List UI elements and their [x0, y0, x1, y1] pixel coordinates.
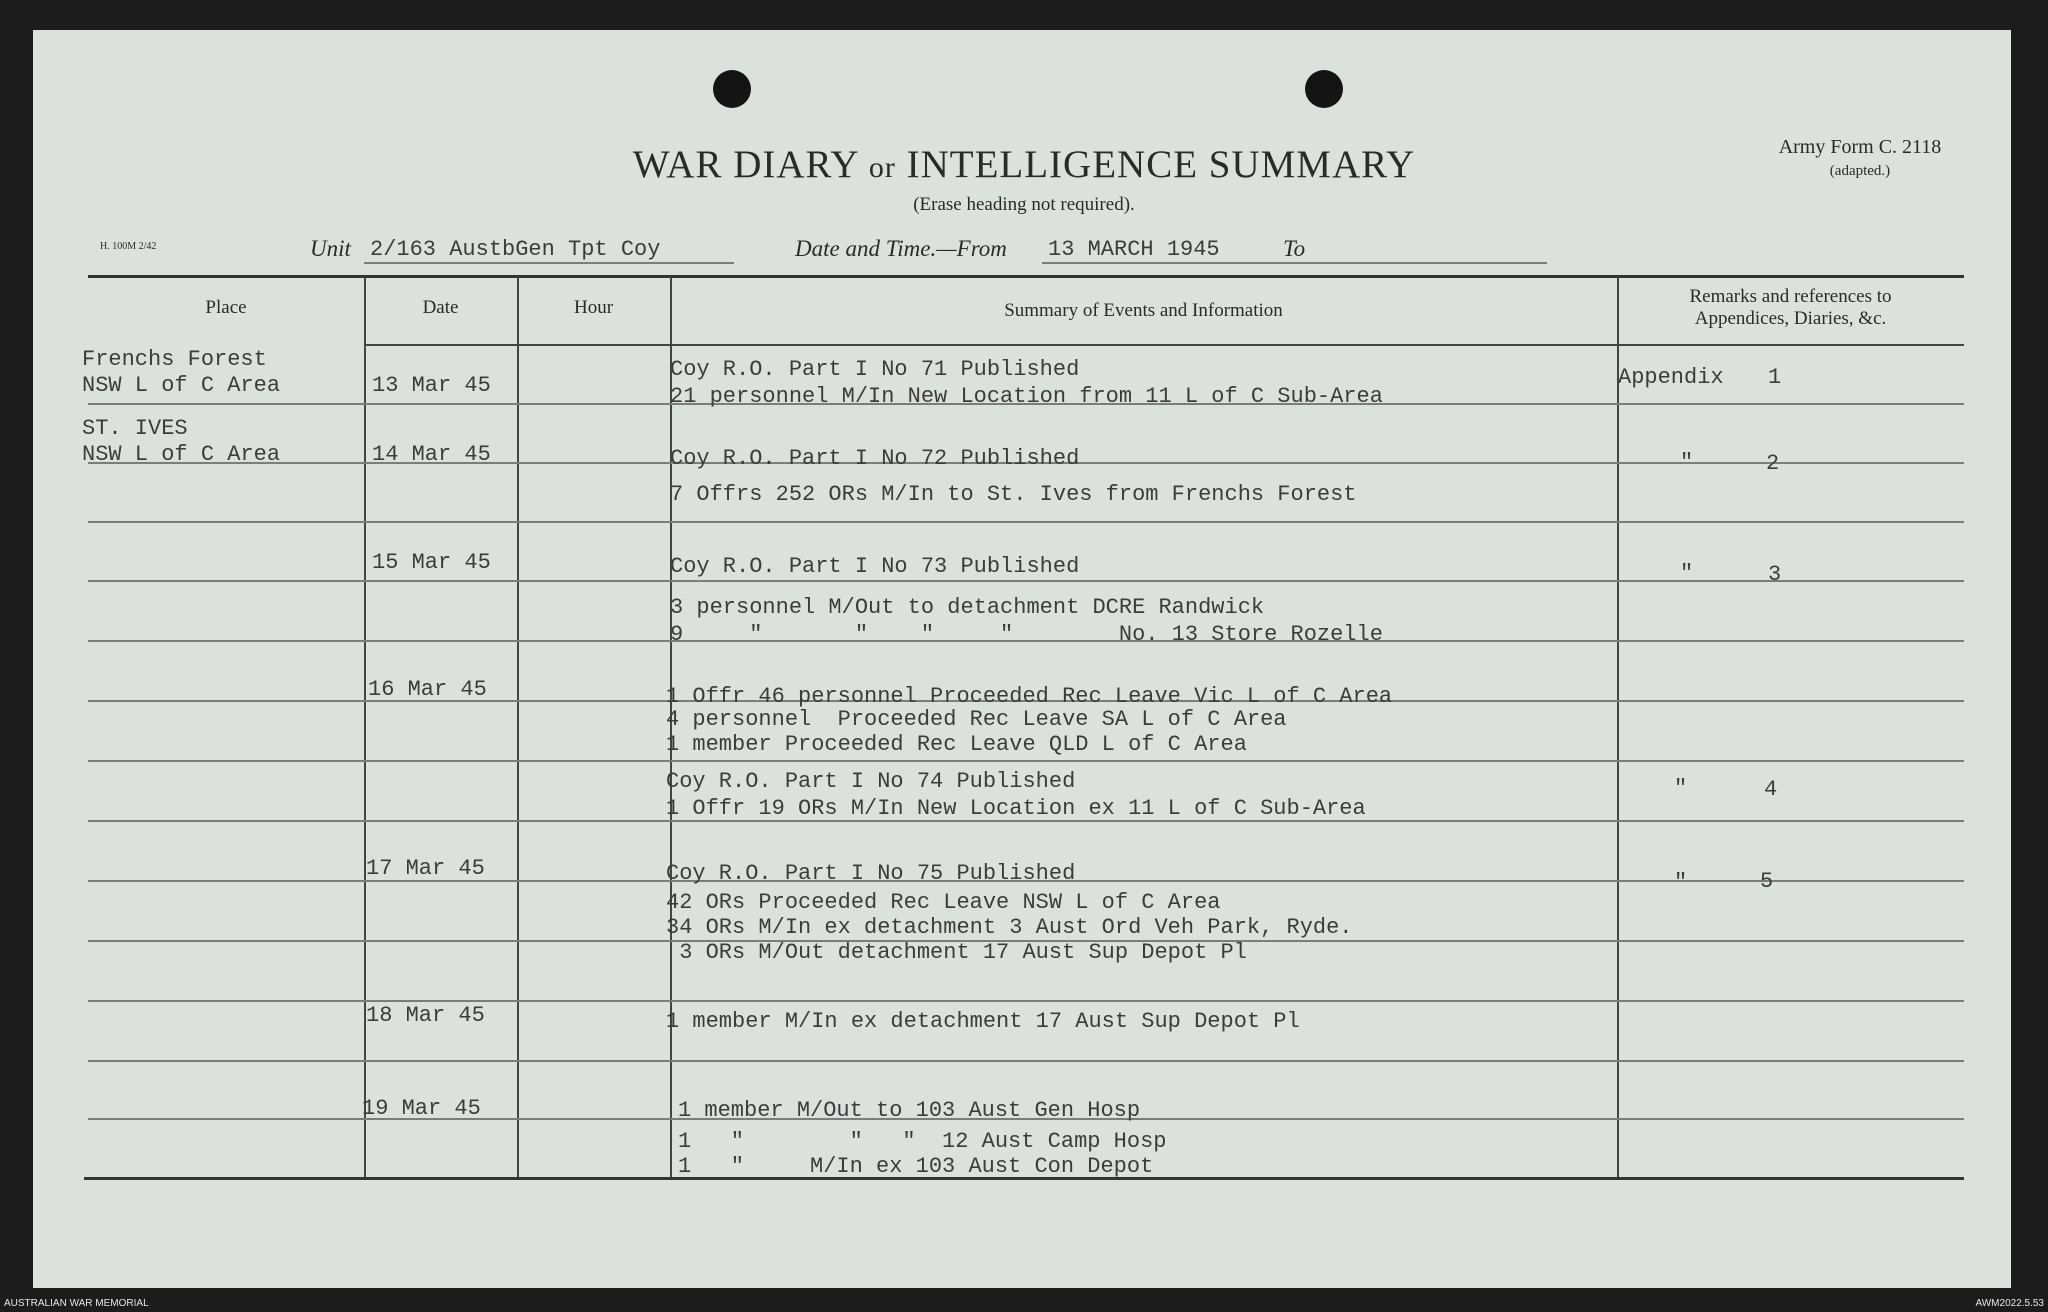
- event-entry: 1 member Proceeded Rec Leave QLD L of C Area: [666, 732, 1247, 757]
- column-header-place: Place: [205, 297, 247, 318]
- column-divider-date: [517, 277, 519, 1177]
- remark-appendix: Appendix: [1618, 365, 1724, 390]
- ruled-line: [88, 1000, 1964, 1002]
- ruled-line: [88, 760, 1964, 762]
- form-title: WAR DIARY or INTELLIGENCE SUMMARY: [632, 143, 1416, 186]
- footer-accession-number: AWM2022.5.53: [1975, 1298, 2044, 1309]
- event-entry: 1 member M/Out to 103 Aust Gen Hosp: [678, 1098, 1141, 1123]
- remark-appendix-number: 3: [1768, 562, 1782, 587]
- unit-label: Unit: [310, 236, 351, 261]
- remark-appendix-number: 5: [1760, 869, 1774, 894]
- date-entry: 19 Mar 45: [362, 1096, 481, 1121]
- event-entry: 34 ORs M/In ex detachment 3 Aust Ord Veh Park, Ryde.: [666, 915, 1353, 940]
- army-form-number: Army Form C. 2118 (adapted.): [1778, 136, 1942, 179]
- place-entry: ST. IVES NSW L of C Area: [82, 416, 281, 467]
- event-entry: 1 member M/In ex detachment 17 Aust Sup Depot Pl: [666, 1009, 1300, 1034]
- print-code: H. 100M 2/42: [100, 241, 157, 252]
- date-underline: [1042, 262, 1547, 264]
- unit-value: 2/163 AustbGen Tpt Coy: [370, 237, 661, 262]
- column-header-summary: Summary of Events and Information: [1004, 300, 1283, 321]
- unit-underline: [364, 262, 734, 264]
- event-entry: 3 ORs M/Out detachment 17 Aust Sup Depot Pl: [666, 940, 1247, 965]
- remark-ditto: ": [1680, 450, 1694, 475]
- to-label: To: [1283, 236, 1306, 261]
- date-entry: 14 Mar 45: [372, 442, 491, 467]
- event-entry: 1 Offr 19 ORs M/In New Location ex 11 L of C Sub-Area: [666, 796, 1366, 821]
- event-entry: Coy R.O. Part I No 74 Published: [666, 769, 1076, 794]
- place-entry: Frenchs Forest NSW L of C Area: [82, 347, 281, 398]
- event-entry: Coy R.O. Part I No 71 Published: [670, 357, 1080, 382]
- event-entry: 42 ORs Proceeded Rec Leave NSW L of C Area: [666, 890, 1221, 915]
- punch-hole-left: [713, 70, 751, 108]
- event-entry: 3 personnel M/Out to detachment DCRE Randwick: [670, 595, 1265, 620]
- ruled-line: [88, 521, 1964, 523]
- date-entry: 13 Mar 45: [372, 373, 491, 398]
- ruled-line: [88, 1060, 1964, 1062]
- date-label: Date and Time.—From: [795, 236, 1007, 261]
- event-entry: Coy R.O. Part I No 72 Published: [670, 446, 1080, 471]
- event-entry: 7 Offrs 252 ORs M/In to St. Ives from Frenchs Forest: [670, 482, 1357, 507]
- date-entry: 16 Mar 45: [368, 677, 487, 702]
- date-entry: 15 Mar 45: [372, 550, 491, 575]
- date-entry: 18 Mar 45: [366, 1003, 485, 1028]
- date-entry: 17 Mar 45: [366, 856, 485, 881]
- column-header-date: Date: [422, 297, 459, 318]
- column-divider-summary: [1617, 277, 1619, 1177]
- column-header-remarks: Remarks and references to Appendices, Diaries, &c.: [1689, 286, 1892, 329]
- header-underline: [364, 344, 1964, 346]
- event-entry: 1 Offr 46 personnel Proceeded Rec Leave Vic L of C Area: [666, 684, 1393, 709]
- event-entry: 1 " M/In ex 103 Aust Con Depot: [678, 1154, 1154, 1179]
- column-header-hour: Hour: [573, 297, 614, 318]
- remark-appendix-number: 4: [1764, 777, 1778, 802]
- remark-ditto: ": [1674, 776, 1688, 801]
- remark-ditto: ": [1674, 870, 1688, 895]
- remark-appendix-number: 1: [1768, 365, 1782, 390]
- event-entry: 21 personnel M/In New Location from 11 L of C Sub-Area: [670, 384, 1383, 409]
- remark-ditto: ": [1680, 561, 1694, 586]
- event-entry: 9 " " " " No. 13 Store Rozelle: [670, 622, 1383, 647]
- form-subtitle: (Erase heading not required).: [913, 194, 1135, 215]
- date-value: 13 MARCH 1945: [1048, 237, 1220, 262]
- punch-hole-right: [1305, 70, 1343, 108]
- column-divider-place: [364, 277, 366, 1177]
- remark-appendix-number: 2: [1766, 451, 1780, 476]
- event-entry: 1 " " " 12 Aust Camp Hosp: [678, 1129, 1167, 1154]
- event-entry: Coy R.O. Part I No 75 Published: [666, 861, 1076, 886]
- event-entry: Coy R.O. Part I No 73 Published: [670, 554, 1080, 579]
- event-entry: 4 personnel Proceeded Rec Leave SA L of C Area: [666, 707, 1287, 732]
- table-top-border: [88, 275, 1964, 278]
- footer-collection: AUSTRALIAN WAR MEMORIAL: [4, 1298, 149, 1309]
